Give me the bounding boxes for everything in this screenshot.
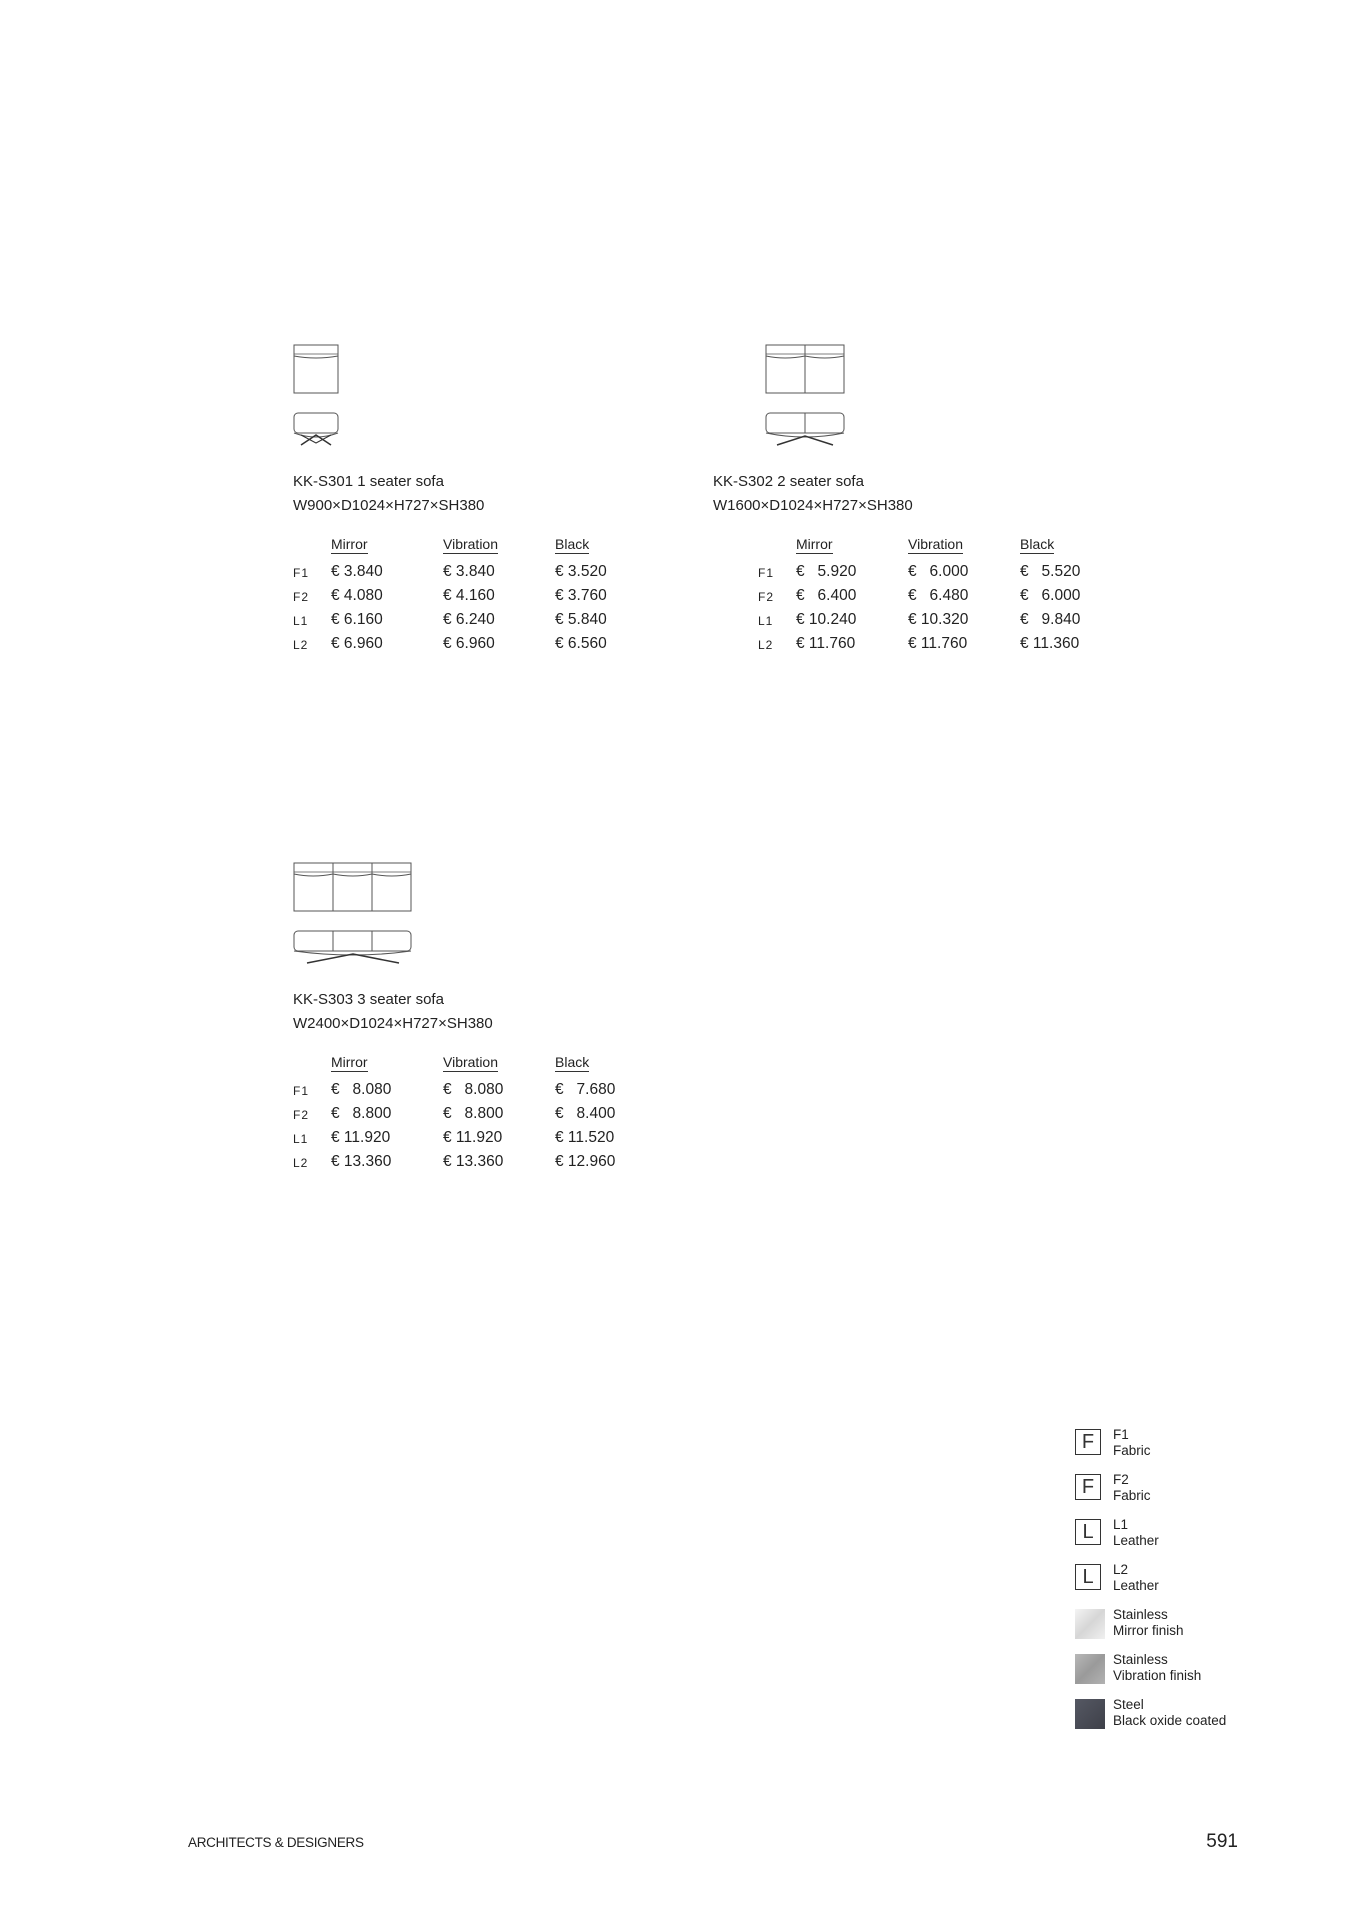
price-cell: € 11.920: [443, 1129, 503, 1146]
column-header-black: Black: [1020, 536, 1055, 552]
mirror-finish-swatch: [1075, 1609, 1105, 1639]
price-cell: € 9.840: [1020, 611, 1081, 628]
sofa-top-view-icon: [293, 344, 341, 396]
price-cell: € 10.240: [796, 611, 857, 628]
legend-item-black-oxide: [1075, 1699, 1305, 1731]
price-cell: € 6.560: [555, 635, 607, 652]
legend-item-l1: [1075, 1519, 1305, 1551]
legend-item-l2: [1075, 1564, 1305, 1596]
price-cell: € 8.080: [331, 1081, 392, 1098]
column-header-mirror: Mirror: [331, 536, 368, 552]
price-cell: € 11.760: [908, 635, 968, 652]
black-oxide-swatch: [1075, 1699, 1105, 1729]
row-code: L2: [293, 1156, 309, 1170]
price-cell: € 11.920: [331, 1129, 391, 1146]
fabric-f-icon: F: [1075, 1429, 1101, 1455]
legend-line1: L2: [1113, 1562, 1129, 1577]
legend-line1: F1: [1113, 1427, 1129, 1442]
row-code: L2: [293, 638, 309, 652]
legend-label: [1113, 1607, 1184, 1639]
price-cell: € 8.400: [555, 1105, 616, 1122]
product-title: KK-S302 2 seater sofa: [713, 473, 864, 490]
legend-line1: Steel: [1113, 1697, 1144, 1712]
product-dimensions: W2400×D1024×H727×SH380: [293, 1015, 493, 1032]
price-cell: € 4.160: [443, 587, 495, 604]
price-cell: € 3.520: [555, 563, 607, 580]
column-header-vibration: Vibration: [443, 1054, 499, 1070]
price-cell: € 6.400: [796, 587, 857, 604]
product-dimensions: W900×D1024×H727×SH380: [293, 497, 485, 514]
legend-line1: Stainless: [1113, 1652, 1168, 1667]
price-cell: € 7.680: [555, 1081, 616, 1098]
legend-line2: Mirror finish: [1113, 1623, 1184, 1638]
sofa-top-view-icon: [765, 344, 847, 396]
legend-line2: Leather: [1113, 1533, 1159, 1548]
price-cell: € 6.240: [443, 611, 495, 628]
price-cell: € 5.840: [555, 611, 607, 628]
legend-item-f2: [1075, 1474, 1305, 1506]
legend-label: [1113, 1562, 1159, 1594]
price-cell: € 3.840: [331, 563, 383, 580]
column-header-black: Black: [555, 536, 590, 552]
legend-item-mirror-finish: [1075, 1609, 1305, 1641]
column-header-mirror: Mirror: [331, 1054, 368, 1070]
row-code: F2: [293, 1108, 310, 1122]
fabric-f-icon: F: [1075, 1474, 1101, 1500]
price-cell: € 5.520: [1020, 563, 1081, 580]
price-cell: € 6.000: [908, 563, 969, 580]
legend-line2: Fabric: [1113, 1488, 1151, 1503]
price-cell: € 6.160: [331, 611, 383, 628]
price-cell: € 6.960: [331, 635, 383, 652]
legend-label: [1113, 1517, 1159, 1549]
vibration-finish-swatch: [1075, 1654, 1105, 1684]
legend-line1: Stainless: [1113, 1607, 1168, 1622]
leather-l-icon: L: [1075, 1519, 1101, 1545]
price-cell: € 13.360: [443, 1153, 504, 1170]
product-dimensions: W1600×D1024×H727×SH380: [713, 497, 913, 514]
price-cell: € 10.320: [908, 611, 969, 628]
column-header-black: Black: [555, 1054, 590, 1070]
price-cell: € 8.080: [443, 1081, 504, 1098]
price-cell: € 6.480: [908, 587, 969, 604]
price-cell: € 11.520: [555, 1129, 615, 1146]
row-code: F2: [758, 590, 775, 604]
row-code: L1: [293, 1132, 309, 1146]
price-cell: € 6.960: [443, 635, 495, 652]
legend-label: [1113, 1697, 1226, 1729]
column-header-mirror: Mirror: [796, 536, 833, 552]
product-title: KK-S301 1 seater sofa: [293, 473, 444, 490]
legend-line1: L1: [1113, 1517, 1129, 1532]
price-cell: € 3.840: [443, 563, 495, 580]
sofa-side-view-icon: [765, 411, 847, 447]
legend-label: [1113, 1472, 1151, 1504]
footer-section-title: ARCHITECTS & DESIGNERS: [188, 1835, 364, 1850]
sofa-top-view-icon: [293, 862, 415, 914]
column-header-vibration: Vibration: [908, 536, 964, 552]
legend-line1: F2: [1113, 1472, 1129, 1487]
product-title: KK-S303 3 seater sofa: [293, 991, 444, 1008]
price-cell: € 13.360: [331, 1153, 392, 1170]
row-code: F1: [758, 566, 775, 580]
legend-line2: Fabric: [1113, 1443, 1151, 1458]
row-code: L2: [758, 638, 774, 652]
legend-line2: Leather: [1113, 1578, 1159, 1593]
legend-label: [1113, 1652, 1201, 1684]
row-code: L1: [758, 614, 774, 628]
price-cell: € 4.080: [331, 587, 383, 604]
price-cell: € 5.920: [796, 563, 857, 580]
leather-l-icon: L: [1075, 1564, 1101, 1590]
price-cell: € 8.800: [331, 1105, 392, 1122]
price-cell: € 11.760: [796, 635, 856, 652]
legend-item-vibration-finish: [1075, 1654, 1305, 1686]
legend-line2: Vibration finish: [1113, 1668, 1202, 1683]
price-cell: € 3.760: [555, 587, 607, 604]
row-code: L1: [293, 614, 309, 628]
legend-line2: Black oxide coated: [1113, 1713, 1227, 1728]
price-cell: € 11.360: [1020, 635, 1080, 652]
row-code: F1: [293, 1084, 310, 1098]
sofa-side-view-icon: [293, 929, 415, 965]
column-header-vibration: Vibration: [443, 536, 499, 552]
price-cell: € 6.000: [1020, 587, 1081, 604]
legend-label: [1113, 1427, 1151, 1459]
row-code: F2: [293, 590, 310, 604]
legend-item-f1: [1075, 1429, 1305, 1461]
page-number: 591: [1206, 1831, 1238, 1852]
sofa-side-view-icon: [293, 411, 341, 447]
price-cell: € 12.960: [555, 1153, 616, 1170]
row-code: F1: [293, 566, 310, 580]
price-cell: € 8.800: [443, 1105, 504, 1122]
